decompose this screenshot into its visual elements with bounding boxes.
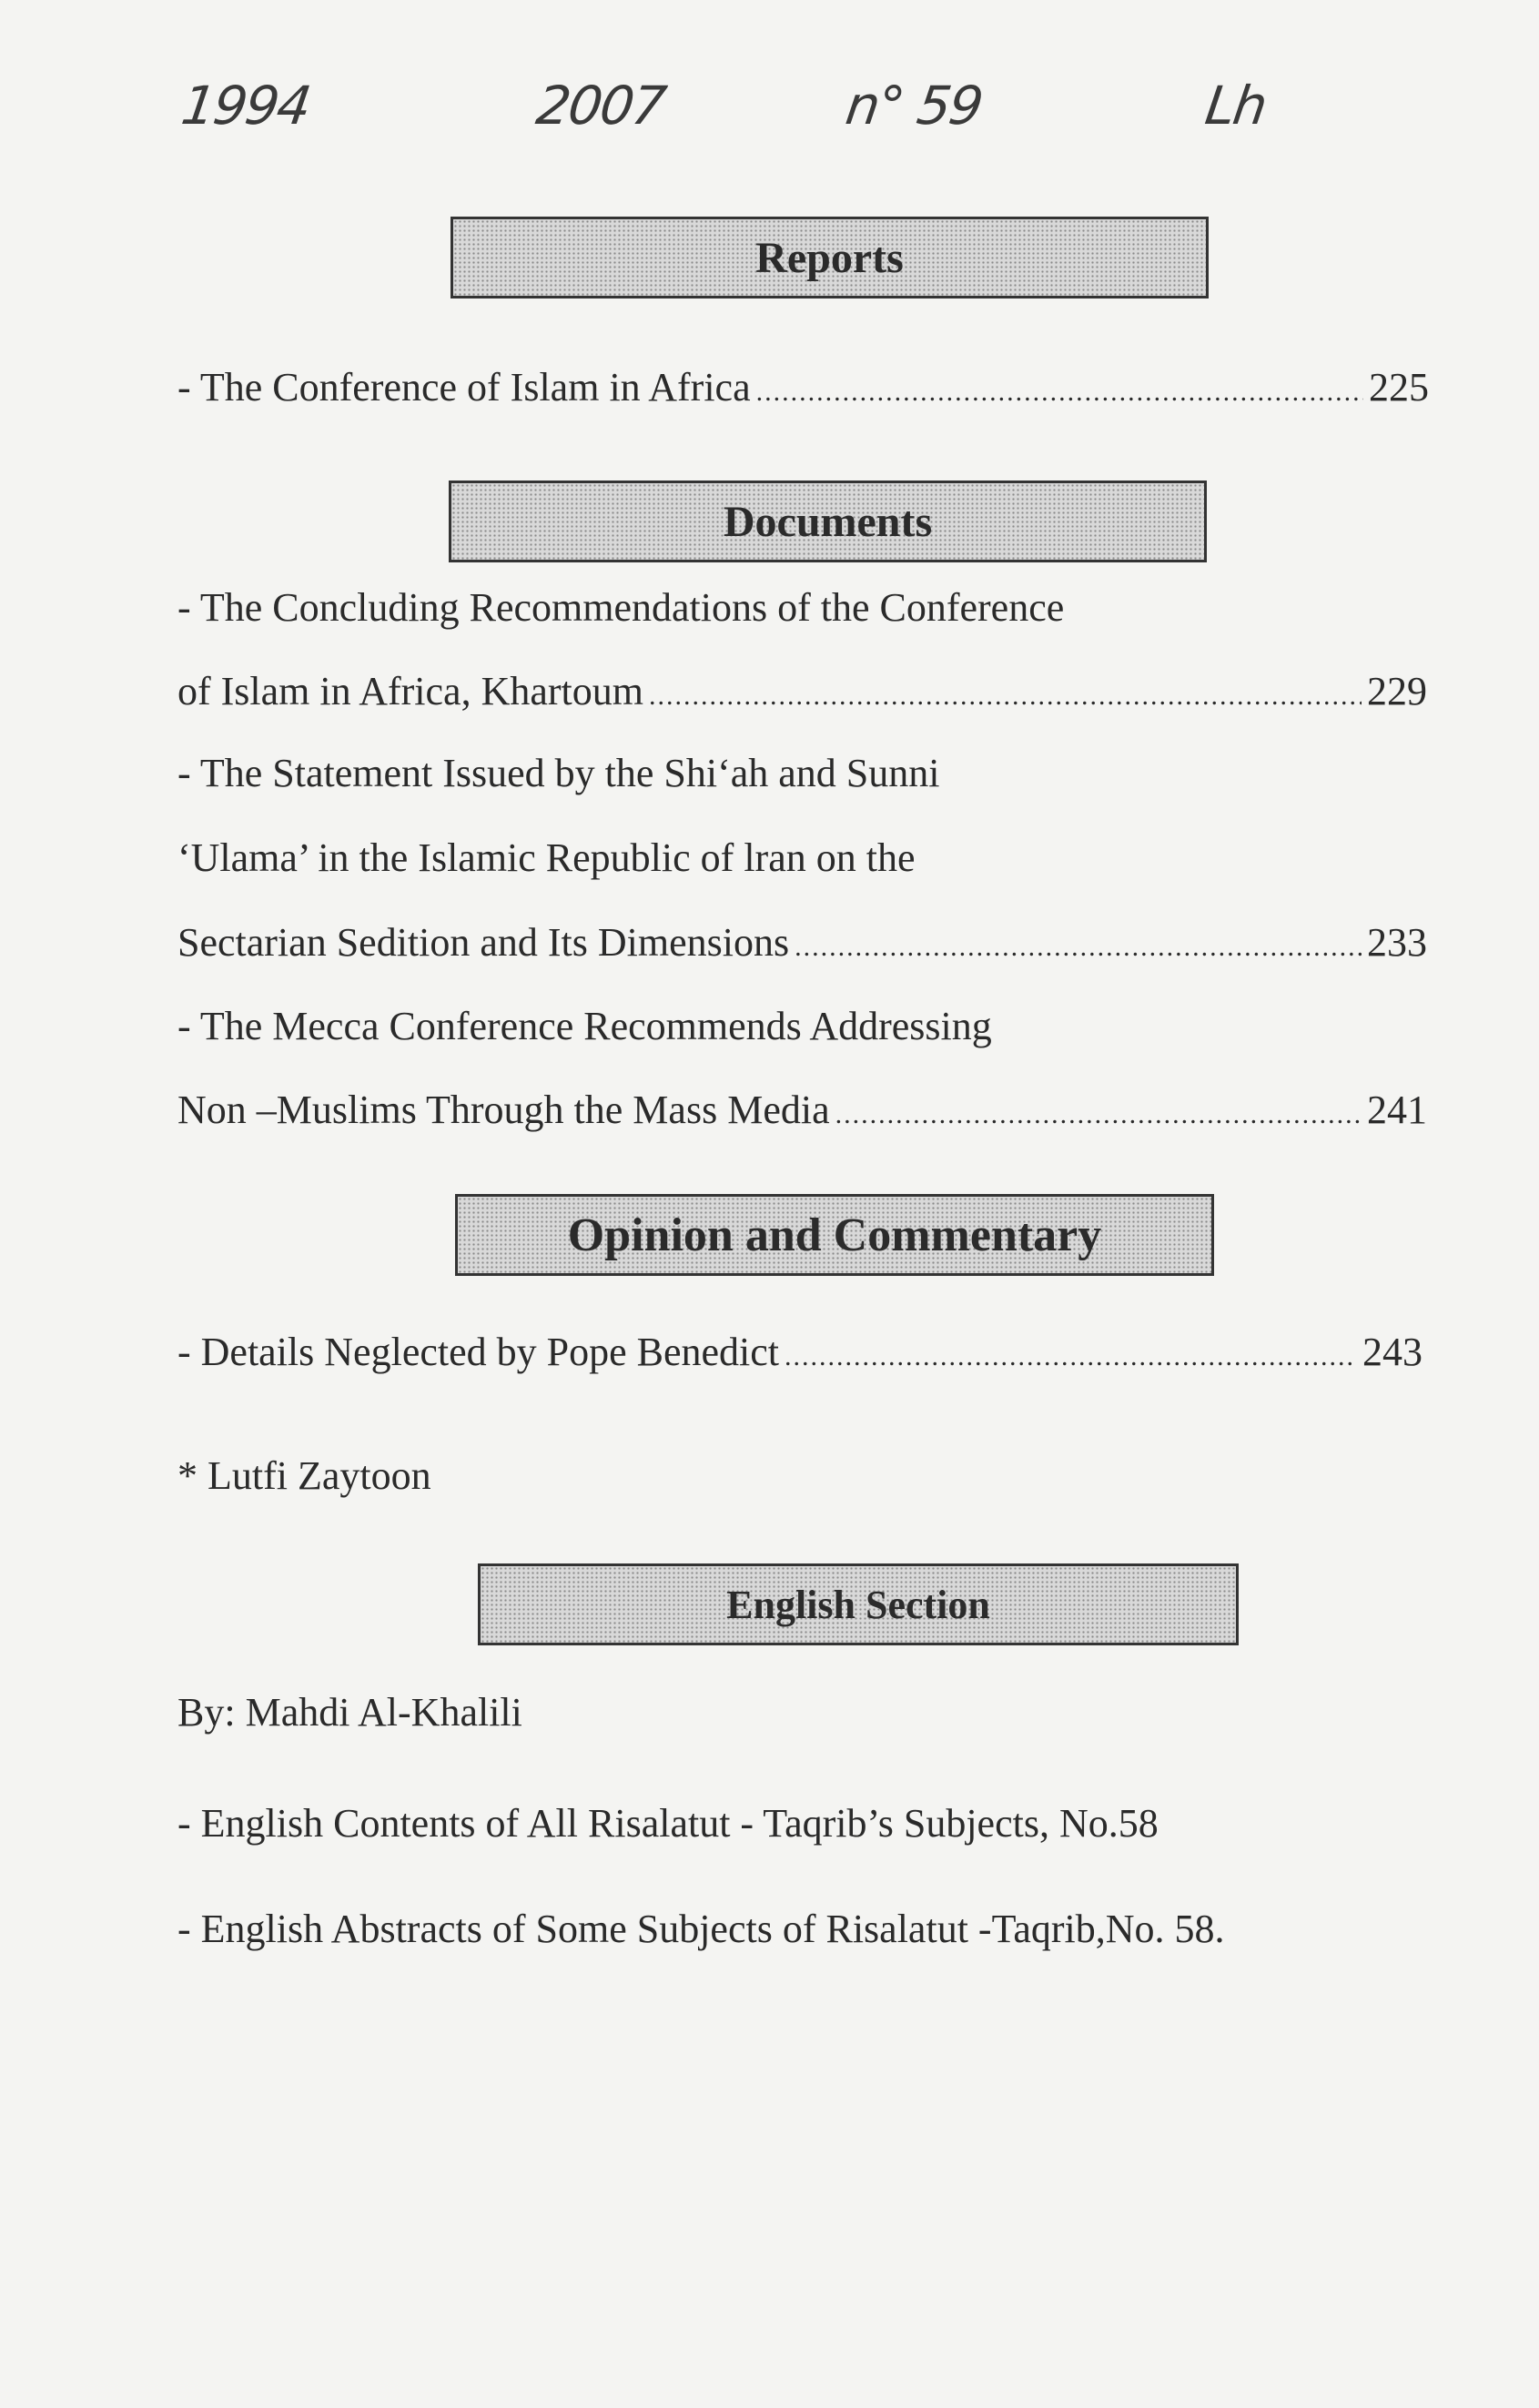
toc-entry-concluding-recommendations — [177, 666, 1427, 722]
handwritten-note-code: Lh — [1201, 75, 1270, 137]
opinion-heading: Opinion and Commentary — [567, 1209, 1102, 1261]
author-name: * Lutfi Zaytoon — [177, 1453, 431, 1498]
toc-entry-text-line: - The Statement Issued by the Shi‘ah and Sunni — [177, 751, 940, 795]
opinion-heading-box — [455, 1194, 1214, 1276]
toc-entry-sectarian-sedition — [177, 917, 1427, 973]
english-byline: By: Mahdi Al-Khalili — [177, 1690, 522, 1735]
dot-leader — [795, 922, 1362, 973]
toc-entry-title: of Islam in Africa, Khartoum — [177, 669, 643, 713]
toc-entry-title: Non –Muslims Through the Mass Media — [177, 1088, 830, 1132]
toc-entry-conference-africa — [177, 362, 1429, 418]
toc-entry-title: Sectarian Sedition and Its Dimensions — [177, 920, 790, 965]
dot-leader — [835, 1089, 1362, 1140]
handwritten-note-year-2: 2007 — [532, 75, 669, 137]
english-heading-box — [478, 1563, 1239, 1645]
toc-entry-page: 229 — [1367, 669, 1427, 713]
toc-entry-text-line: ‘Ulama’ in the Islamic Republic of lran on the — [177, 835, 916, 880]
toc-entry-page: 243 — [1362, 1330, 1423, 1374]
toc-entry-title: - The Conference of Islam in Africa — [177, 365, 751, 410]
reports-heading: Reports — [755, 233, 904, 282]
toc-entry-title: - Details Neglected by Pope Benedict — [177, 1330, 780, 1374]
toc-entry-page: 241 — [1367, 1088, 1427, 1132]
toc-entry-page: 225 — [1369, 365, 1429, 410]
toc-entry-text-line: - The Concluding Recommendations of the Conference — [177, 585, 1065, 630]
handwritten-note-year: 1994 — [177, 75, 314, 137]
dot-leader — [649, 671, 1362, 722]
dot-leader — [785, 1331, 1357, 1382]
english-item-contents: - English Contents of All Risalatut - Taqrib’s Subjects, No.58 — [177, 1801, 1159, 1846]
english-item-abstracts: - English Abstracts of Some Subjects of Risalatut -Taqrib,No. 58. — [177, 1907, 1225, 1951]
toc-entry-mecca-conference — [177, 1085, 1427, 1140]
handwritten-note-number: n° 59 — [842, 75, 986, 137]
toc-entry-page: 233 — [1367, 920, 1427, 965]
dot-leader — [756, 367, 1363, 418]
reports-heading-box — [451, 217, 1209, 298]
toc-entry-pope-benedict — [177, 1327, 1423, 1382]
english-heading: English Section — [726, 1582, 990, 1627]
toc-entry-text-line: - The Mecca Conference Recommends Addressing — [177, 1004, 992, 1048]
documents-heading: Documents — [723, 497, 933, 546]
documents-heading-box — [449, 481, 1207, 562]
